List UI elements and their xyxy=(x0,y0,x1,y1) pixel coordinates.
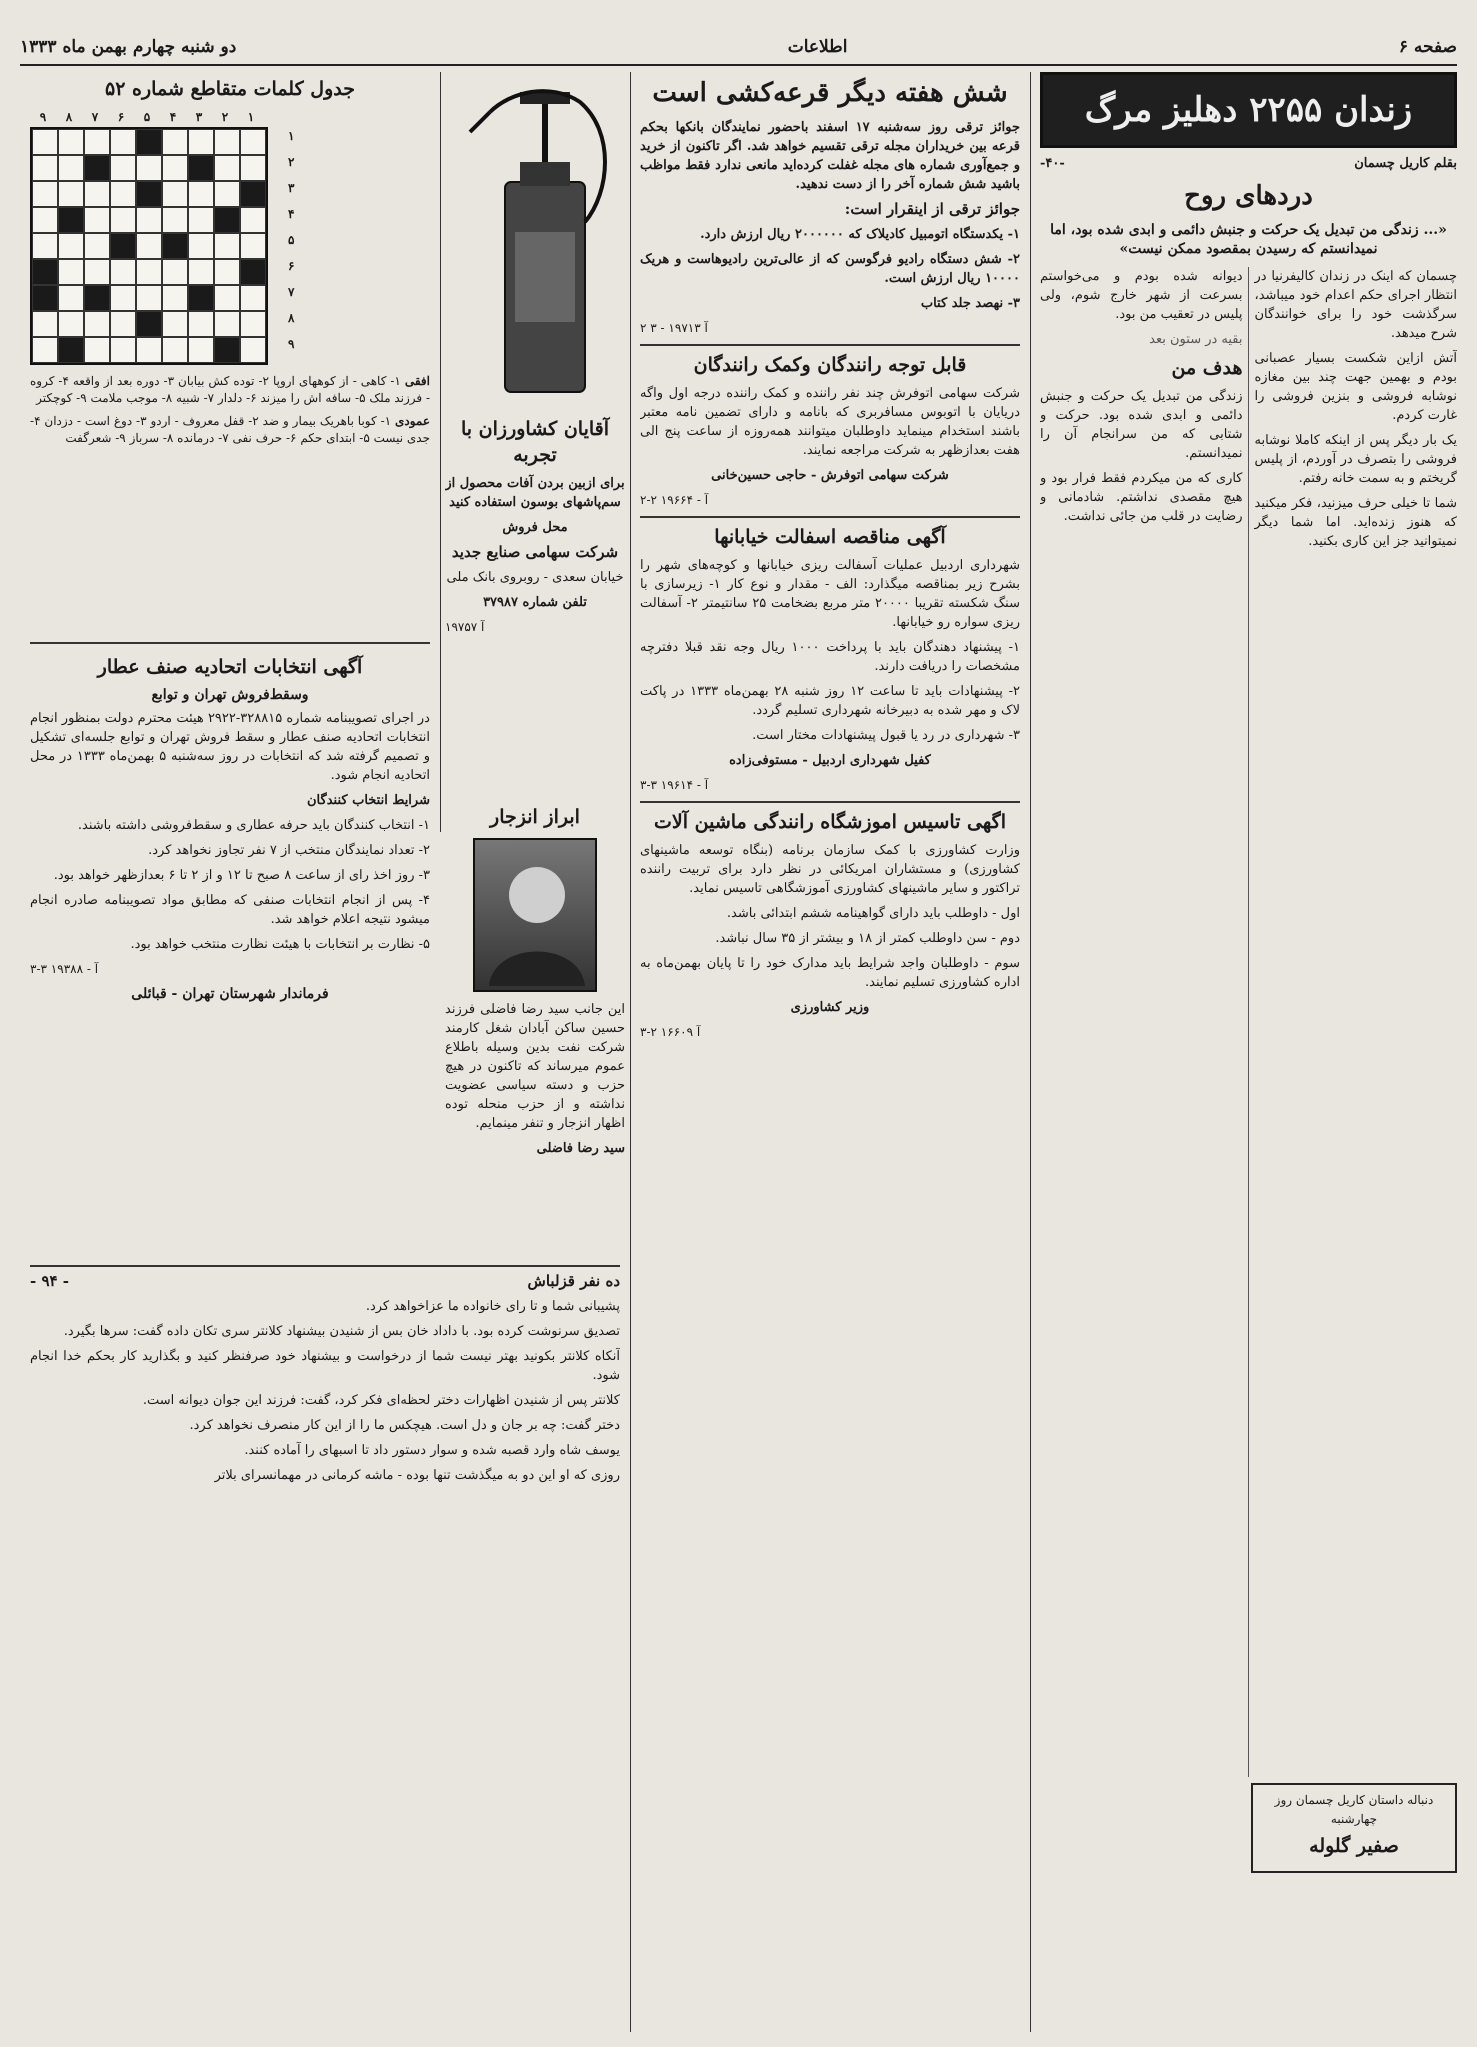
serial-hadaf-title: هدف من xyxy=(1171,357,1243,379)
crossword-col-numbers xyxy=(30,108,280,127)
crossword-cell[interactable] xyxy=(162,259,188,285)
serial-paragraph: کاری که من میکردم فقط فرار بود و هیچ مقصدی نداشتم. شادمانی و رضایت در قلب من جائی نداشت. xyxy=(1040,471,1243,524)
crossword-cell[interactable] xyxy=(32,337,58,363)
crossword-cell[interactable] xyxy=(110,259,136,285)
serial-section-title: دردهای روح xyxy=(1184,181,1313,211)
personal-notice-title: ابراز انزجار xyxy=(490,806,580,828)
crossword-cell[interactable] xyxy=(32,207,58,233)
crossword-cell[interactable] xyxy=(240,207,266,233)
sprayer-ad-dealer: شرکت سهامی صنایع جدید xyxy=(451,543,619,561)
crossword-across-label: افقی xyxy=(404,374,430,388)
election-ad-conditions-title: شرایط انتخاب کنندگان xyxy=(307,793,430,808)
ads-column xyxy=(640,72,1020,2032)
election-ad-condition: ۲- تعداد نمایندگان منتخب از ۷ نفر تجاوز نخواهد کرد. xyxy=(148,843,430,858)
section-divider xyxy=(640,516,1020,518)
school-ad-condition: سوم - داوطلبان واجد شرایط باید مدارک خود را تا پایان بهمن‌ماه به اداره کشاورزی تسلیم نمایند. xyxy=(640,956,1020,990)
crossword-cell[interactable] xyxy=(240,233,266,259)
crossword-cell xyxy=(84,285,110,311)
story-paragraph: یوسف شاه وارد قصبه شده و سوار دستور داد تا اسبهای را آماده کنند. xyxy=(244,1443,620,1458)
crossword-col-number: ۱ xyxy=(247,110,255,124)
lottery-prize: ۲- شش دستگاه رادیو فرگوسن که از عالی‌ترین رادیوهاست و هریک ۱۰۰۰۰ ریال ارزش است. xyxy=(640,252,1020,286)
crossword-cell xyxy=(136,181,162,207)
election-ad-condition: ۳- روز اخذ رای از ساعت ۸ صبح تا ۱۲ و از ۲ تا ۶ بعدازظهر خواهد بود. xyxy=(53,868,430,883)
personal-notice-signature: سید رضا فاضلی xyxy=(536,1141,625,1156)
lottery-prize: ۱- یکدستگاه اتومبیل کادیلاک که ۲۰۰۰۰۰۰ ریال ارزش دارد. xyxy=(700,227,1020,242)
crossword-title: جدول کلمات متقاطع شماره ۵۲ xyxy=(105,78,355,100)
sprayer-ad-address: خیابان سعدی - روبروی بانک ملی xyxy=(446,570,624,585)
serial-author: بقلم کاریل چسمان xyxy=(1354,156,1457,171)
serial-paragraph: شما تا خیلی حرف میزنید، فکر میکنید که هنوز زنده‌اید. اما شما دیگر نمیتوانید جز این کاری بکنید. xyxy=(1254,496,1457,549)
crossword-cell xyxy=(136,129,162,155)
personal-notice-body: این جانب سید رضا فاضلی فرزند حسین ساکن آبادان شغل کارمند شرکت نفت بدین وسیله باطلاع عموم میرساند که تاکنون در هیچ حزب و دسته سیاسی عضویت نداشته و از حزب منحله توده اظهار انزجار و تنفر مینمایم. xyxy=(445,1002,625,1131)
crossword-cell[interactable] xyxy=(136,285,162,311)
serial-continued: بقیه در ستون بعد xyxy=(1149,332,1243,347)
crossword-cell[interactable] xyxy=(162,155,188,181)
crossword-across-clues: ۱- کاهی - از کوههای اروپا ۲- توده کش بیابان ۳- دوره بعد از واقعه ۴- کروه - فرزند ملک ۵- سافه اش را میزند ۶- دلدار ۷- شبیه ۸- موجب ملامت ۹- کوچکتر xyxy=(30,374,430,405)
crossword-cell xyxy=(188,155,214,181)
crossword-cell[interactable] xyxy=(136,337,162,363)
personal-notice xyxy=(445,800,625,1160)
section-divider xyxy=(30,1265,620,1267)
page-header xyxy=(20,30,1457,66)
sprayer-illustration-icon xyxy=(450,72,620,412)
story-paragraph: روزی که او این دو به میگذشت تنها بوده - ماشه کرمانی در مهمانسرای بلاتر xyxy=(214,1468,620,1483)
column-rule xyxy=(630,72,631,2032)
crossword-cell[interactable] xyxy=(32,233,58,259)
crossword-cell[interactable] xyxy=(162,285,188,311)
school-ad-condition: دوم - سن داوطلب کمتر از ۱۸ و بیشتر از ۳۵ سال نباشد. xyxy=(715,931,1020,946)
serial-paragraph: آتش ازاین شکست بسیار عصبانی بودم و بهمین جهت چند بین مغازه نوشابه فروشی و بنزین فروشی را غارت کردم. xyxy=(1254,351,1457,423)
crossword-cell[interactable] xyxy=(214,181,240,207)
sprayer-ad xyxy=(445,72,625,832)
lottery-body: جوائز ترقی روز سه‌شنبه ۱۷ اسفند باحضور نمایندگان بانکها بحکم قرعه بین خریداران مجله ترقی تقسیم خواهد شد. اگر تاکنون از خرید و جمع‌آوری شماره های مجله غفلت کرده‌اید مانعی ندارد فقط مواظب باشید شش شماره آخر را از دست ندهید. xyxy=(640,120,1020,192)
crossword-cell[interactable] xyxy=(162,129,188,155)
crossword-col-number: ۶ xyxy=(117,110,125,124)
crossword-down-clues: ۱- کوبا باهریک بیمار و ضد ۲- قفل معروف - اردو ۳- دوغ است - دزدان ۴- جدی نیست ۵- ابتدای حکم ۶- حرف نفی ۷- درمانده ۸- سرباز ۹- شعرگفت xyxy=(30,414,430,445)
crossword-cell[interactable] xyxy=(240,285,266,311)
crossword-row-number: ۹ xyxy=(288,337,295,351)
story-paragraph: کلانتر پس از شنیدن اظهارات دختر لحظه‌ای فکر کرد، گفت: فرزند این جوان دیوانه است. xyxy=(142,1393,620,1408)
portrait-icon xyxy=(479,840,595,986)
crossword-cell[interactable] xyxy=(214,285,240,311)
crossword-row-number: ۶ xyxy=(288,259,295,273)
crossword-cell xyxy=(84,155,110,181)
serial-body xyxy=(1040,267,1457,1777)
crossword-cell[interactable] xyxy=(162,181,188,207)
asphalt-ad-code: آ - ۱۹۶۱۴ ۳-۳ xyxy=(640,778,709,792)
crossword-cell[interactable] xyxy=(84,233,110,259)
crossword-cell[interactable] xyxy=(214,129,240,155)
crossword-col-number: ۷ xyxy=(91,110,99,124)
story-section xyxy=(30,1272,620,2012)
crossword-cell xyxy=(162,233,188,259)
school-ad-title: اگهی تاسیس اموزشگاه رانندگی ماشین آلات xyxy=(654,811,1006,833)
serial-sequel-box xyxy=(1251,1783,1457,1873)
serial-paragraph: دیوانه شده بودم و می‌خواستم بسرعت از شهر خارج شوم، ولی پلیس در تعقیب من بود. xyxy=(1040,269,1243,322)
crossword-cell[interactable] xyxy=(188,311,214,337)
story-paragraph: آنکاه کلانتر بکونید بهتر نیست شما از درخواست و بیشنهاد خود صرفنظر کنید و بگذارید کار بحکم خدا انجام شود. xyxy=(30,1349,620,1383)
crossword-cell[interactable] xyxy=(58,129,84,155)
crossword-cell xyxy=(136,311,162,337)
crossword-cell[interactable] xyxy=(214,155,240,181)
serial-episode: -۴۰- xyxy=(1040,156,1065,171)
person-photo xyxy=(473,838,597,992)
crossword-cell[interactable] xyxy=(188,207,214,233)
election-ad-code: آ - ۱۹۳۸۸ ۳-۳ xyxy=(30,962,99,976)
crossword-row-number: ۲ xyxy=(288,155,295,169)
crossword-cell[interactable] xyxy=(58,155,84,181)
school-ad-condition: اول - داوطلب باید دارای گواهینامه ششم ابتدائی باشد. xyxy=(726,906,1020,921)
story-episode: - ۹۴ - xyxy=(30,1272,70,1290)
lottery-prize: ۳- نهصد جلد کتاب xyxy=(920,296,1020,311)
crossword-cell[interactable] xyxy=(162,311,188,337)
crossword-cell[interactable] xyxy=(110,207,136,233)
election-ad-condition: ۵- نظارت بر انتخابات با هیئت نظارت منتخب خواهد بود. xyxy=(130,937,430,952)
crossword-down-label: عمودی xyxy=(394,414,430,428)
election-ad xyxy=(30,650,430,1270)
serial-banner: زندان ۲۲۵۵ دهلیز مرگ xyxy=(1040,72,1457,148)
asphalt-ad-title: آگهی مناقصه اسفالت خیابانها xyxy=(714,526,946,548)
crossword-grid[interactable] xyxy=(30,127,268,365)
serial-sequel-note: دنباله داستان کاریل چسمان روز چهارشنبه xyxy=(1274,1793,1434,1826)
school-ad-signature: وزیر کشاورزی xyxy=(790,1000,870,1015)
story-paragraph: پشیبانی شما و تا رای خانواده ما عزاخواهد کرد. xyxy=(365,1299,620,1314)
crossword-cell[interactable] xyxy=(110,181,136,207)
section-divider xyxy=(640,801,1020,803)
serial-column xyxy=(1040,72,1457,2032)
serial-paragraph: یک بار دیگر پس از اینکه کاملا نوشابه فروشی را بتصرف در آوردم، از پلیس گریختم و به سمت خانه رفتم. xyxy=(1254,433,1457,486)
crossword-row-number: ۷ xyxy=(288,285,295,299)
lottery-prizes-title: جوائز ترقی از اینقرار است: xyxy=(844,200,1020,218)
crossword-row-number: ۸ xyxy=(288,311,295,325)
crossword-cell[interactable] xyxy=(32,129,58,155)
issue-date: دو شنبه چهارم بهمن ماه ۱۳۳۳ xyxy=(20,37,237,57)
drivers-ad-code: آ - ۱۹۶۶۴ ۲-۲ xyxy=(640,493,709,507)
crossword-cell[interactable] xyxy=(84,311,110,337)
sprayer-ad-dealer-label: محل فروش xyxy=(502,520,568,535)
crossword-cell[interactable] xyxy=(32,181,58,207)
crossword-cell[interactable] xyxy=(58,181,84,207)
page-number: صفحه ۶ xyxy=(1398,37,1457,57)
crossword-cell[interactable] xyxy=(136,207,162,233)
crossword-row-number: ۱ xyxy=(288,129,295,143)
crossword-cell[interactable] xyxy=(84,181,110,207)
story-paragraph: تصدیق سرنوشت کرده بود. با داداد خان بس از شنیدن بیشنهاد کلانتر سری تکان داده گفت: سرها بگیرد. xyxy=(63,1324,620,1339)
drivers-ad-title: قابل توجه رانندگان وکمک رانندگان xyxy=(693,354,967,376)
election-ad-condition: ۴- پس از انجام انتخابات صنفی که مطابق مواد تصویبنامه صادره انجام میشود نتیجه اعلام خواهد شد. xyxy=(30,893,430,927)
crossword-cell[interactable] xyxy=(188,337,214,363)
school-ad-body: وزارت کشاورزی با کمک سازمان برنامه (بنگاه توسعه ماشینهای کشاورزی) و مستشاران امریکائی در نظر دارد برای تربیت راننده تراکتور و سایر ماشینهای کشاورزی آموزشگاهی تاسیس نماید. xyxy=(640,843,1020,896)
election-ad-signature: فرماندار شهرستان تهران - قبائلی xyxy=(131,986,329,1002)
crossword-col-number: ۳ xyxy=(195,110,203,124)
crossword-col-number: ۴ xyxy=(169,110,177,124)
sprayer-ad-body: برای ازبین بردن آفات محصول از سم‌پاشهای بوسون استفاده کنید xyxy=(445,476,625,510)
crossword-cell[interactable] xyxy=(58,233,84,259)
crossword-cell[interactable] xyxy=(188,259,214,285)
serial-quote: «... زندگی من تبدیل یک حرکت و جنبش دائمی و ابدی شده بود، اما نمیدانستم که رسیدن بمقصود ممکن نیست» xyxy=(1050,222,1447,257)
section-divider xyxy=(640,344,1020,346)
crossword-cell[interactable] xyxy=(84,207,110,233)
crossword-cell[interactable] xyxy=(136,155,162,181)
crossword-cell[interactable] xyxy=(136,259,162,285)
sprayer-ad-code: آ ۱۹۷۵۷ xyxy=(445,620,485,634)
crossword-col-number: ۵ xyxy=(143,110,151,124)
crossword-row-numbers xyxy=(288,127,294,365)
crossword-cell[interactable] xyxy=(214,311,240,337)
lottery-code: آ ۱۹۷۱۳ - ۳ ۲ xyxy=(640,321,708,335)
crossword-cell[interactable] xyxy=(188,129,214,155)
crossword-cell[interactable] xyxy=(110,337,136,363)
crossword-row-number: ۳ xyxy=(288,181,295,195)
crossword-cell xyxy=(58,337,84,363)
crossword-col-number: ۸ xyxy=(65,110,73,124)
paper-name: اطلاعات xyxy=(787,37,848,57)
crossword-cell[interactable] xyxy=(32,155,58,181)
crossword-section xyxy=(30,72,430,632)
column-rule xyxy=(440,72,441,832)
crossword-cell[interactable] xyxy=(110,311,136,337)
asphalt-ad-condition: ۲- پیشنهادات باید تا ساعت ۱۲ روز شنبه ۲۸ بهمن‌ماه ۱۳۳۳ در پاکت لاک و مهر شده به دبیرخانه شهرداری تسلیم گردد. xyxy=(640,684,1020,718)
school-ad-code: آ ۱۶۶۰۹ ۲-۳ xyxy=(640,1025,701,1039)
crossword-cell[interactable] xyxy=(136,233,162,259)
crossword-cell[interactable] xyxy=(240,129,266,155)
crossword-cell xyxy=(110,233,136,259)
crossword-cell[interactable] xyxy=(188,181,214,207)
crossword-cell[interactable] xyxy=(58,285,84,311)
crossword-cell[interactable] xyxy=(240,155,266,181)
crossword-cell[interactable] xyxy=(84,259,110,285)
crossword-cell xyxy=(32,259,58,285)
crossword-cell xyxy=(188,285,214,311)
crossword-cell[interactable] xyxy=(240,311,266,337)
crossword-row-number: ۵ xyxy=(288,233,295,247)
crossword-cell[interactable] xyxy=(58,259,84,285)
crossword-cell[interactable] xyxy=(110,129,136,155)
asphalt-ad-condition: ۱- پیشنهاد دهندگان باید با پرداخت ۱۰۰۰ ریال وجه نقد قبلا دفترچه مشخصات را دریافت دارند. xyxy=(640,640,1020,674)
crossword-cell xyxy=(214,207,240,233)
crossword-cell xyxy=(240,259,266,285)
serial-sequel-title: صفیر گلوله xyxy=(1309,1835,1399,1857)
sprayer-ad-phone: تلفن شماره ۳۷۹۸۷ xyxy=(483,595,587,610)
asphalt-ad-body: شهرداری اردبیل عملیات آسفالت ریزی خیابانها و کوچه‌های شهر را بشرح زیر بمناقصه میگذارد: الف - مقدار و نوع کار ۱- زیرسازی با سنگ شکسته تقریبا ۲۰۰۰۰ متر مربع بضخامت ۲۵ سانتیمتر ۲- آسفالت ریزی سواره رو خیابانها. xyxy=(640,558,1020,630)
story-title: ده نفر قزلباش xyxy=(527,1272,620,1290)
crossword-cell xyxy=(32,285,58,311)
crossword-cell xyxy=(58,207,84,233)
crossword-row-number: ۴ xyxy=(288,207,295,221)
crossword-cell[interactable] xyxy=(110,155,136,181)
crossword-cell[interactable] xyxy=(58,311,84,337)
crossword-cell[interactable] xyxy=(32,311,58,337)
asphalt-ad-signature: کفیل شهرداری اردبیل - مستوفی‌زاده xyxy=(729,753,931,768)
drivers-ad-body: شرکت سهامی اتوفرش چند نفر راننده و کمک راننده درجه اول واگه دریایان با اتوبوس مسافربری که بانامه و دارای تضمین نامه معتبر باشند استخدام مینماید داوطلبان میتوانند همه‌روزه از ساعت پنج الی هفت بعدازظهر به شرکت مراجعه نمایند. xyxy=(640,386,1020,458)
election-ad-subtitle: وسقط‌فروش تهران و توابع xyxy=(151,687,309,703)
crossword-cell[interactable] xyxy=(214,259,240,285)
drivers-ad-signature: شرکت سهامی اتوفرش - حاجی حسین‌خانی xyxy=(711,468,949,483)
election-ad-title: آگهی انتخابات اتحادیه صنف عطار xyxy=(97,656,363,678)
sprayer-ad-headline: آقایان کشاورزان با تجربه xyxy=(460,418,610,466)
column-rule xyxy=(1030,72,1031,2032)
crossword-cell[interactable] xyxy=(240,337,266,363)
lottery-title: شش هفته دیگر قرعه‌کشی است xyxy=(652,78,1008,108)
asphalt-ad-condition: ۳- شهرداری در رد یا قبول پیشنهادات مختار است. xyxy=(752,728,1020,743)
story-paragraph: دختر گفت: چه بر جان و دل است. هیچکس ما را از این کار منصرف نخواهد کرد. xyxy=(189,1418,620,1433)
crossword-cell[interactable] xyxy=(188,233,214,259)
crossword-cell[interactable] xyxy=(84,337,110,363)
serial-paragraph: چسمان که اینک در زندان کالیفرنیا در انتظار اجرای حکم اعدام خود میباشد، سرگذشت خود را برای خوانندگان شرح میدهد. xyxy=(1254,269,1457,341)
crossword-cell[interactable] xyxy=(84,129,110,155)
crossword-col-number: ۲ xyxy=(221,110,229,124)
election-ad-condition: ۱- انتخاب کنندگان باید حرفه عطاری و سقط‌فروشی داشته باشند. xyxy=(77,818,430,833)
crossword-cell[interactable] xyxy=(214,233,240,259)
crossword-col-number: ۹ xyxy=(39,110,47,124)
crossword-cell[interactable] xyxy=(162,207,188,233)
crossword-cell xyxy=(214,337,240,363)
crossword-cell[interactable] xyxy=(162,337,188,363)
election-ad-body: در اجرای تصویبنامه شماره ۳۲۸۸۱۵-۲۹۲۲ هیئت محترم دولت بمنظور انجام انتخابات اتحادیه صنف عطار و سقط فروش تهران و توابع جلسه‌ای تشکیل و تصمیم گرفته شد که انتخابات در روز سه‌شنبه ۵ بهمن‌ماه ۱۳۳۳ در محل اتحادیه انجام شود. xyxy=(30,711,430,783)
serial-paragraph: زندگی من تبدیل یک حرکت و جنبش دائمی و ابدی شده بود. حرکت و شتابی که من سرانجام آن را نمیدانستم. xyxy=(1040,389,1243,461)
section-divider xyxy=(30,642,430,644)
crossword-cell[interactable] xyxy=(110,285,136,311)
crossword-cell xyxy=(240,181,266,207)
